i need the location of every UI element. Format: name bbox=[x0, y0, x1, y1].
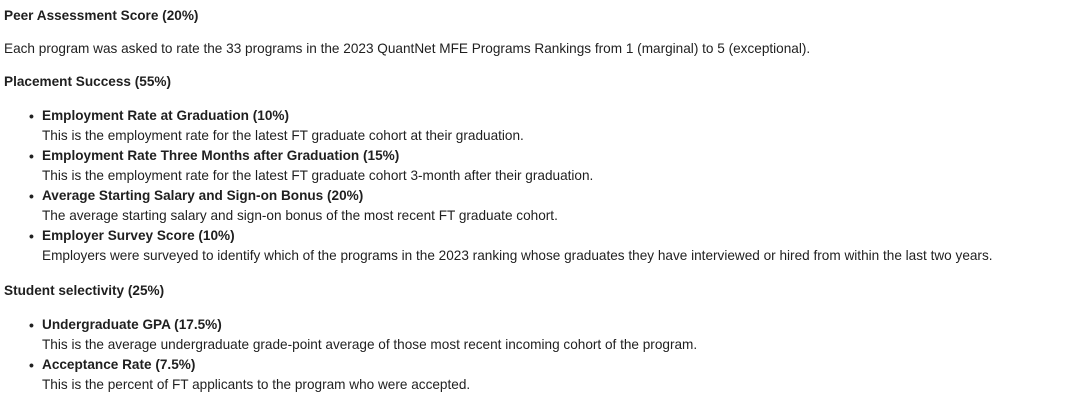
criterion-name: Employment Rate Three Months after Graduation (15%) bbox=[42, 148, 400, 163]
criterion-name: Acceptance Rate (7.5%) bbox=[42, 357, 196, 372]
student-selectivity-heading: Student selectivity (25%) bbox=[4, 283, 165, 298]
criterion-name: Average Starting Salary and Sign-on Bonus (20%) bbox=[42, 188, 364, 203]
list-item bbox=[29, 315, 1080, 355]
criterion-description: This is the employment rate for the latest FT graduate cohort 3-month after their graduation. bbox=[42, 168, 594, 183]
criterion-name: Employment Rate at Graduation (10%) bbox=[42, 108, 289, 123]
list-item bbox=[29, 226, 1080, 266]
placement-success-list bbox=[4, 106, 1080, 266]
criterion-description: This is the percent of FT applicants to the program who were accepted. bbox=[42, 377, 471, 392]
list-item bbox=[29, 355, 1080, 395]
student-selectivity-list bbox=[4, 315, 1080, 395]
criterion-name: Undergraduate GPA (17.5%) bbox=[42, 317, 222, 332]
placement-success-heading: Placement Success (55%) bbox=[4, 74, 171, 89]
criterion-description: Employers were surveyed to identify which of the programs in the 2023 ranking whose graduates they have interviewed or hired from within the last two years. bbox=[42, 248, 993, 263]
bullet-icon: • bbox=[29, 317, 34, 333]
bullet-icon: • bbox=[29, 148, 34, 164]
criterion-description: This is the employment rate for the latest FT graduate cohort at their graduation. bbox=[42, 128, 524, 143]
bullet-icon: • bbox=[29, 228, 34, 244]
list-item bbox=[29, 146, 1080, 186]
criterion-description: The average starting salary and sign-on bonus of the most recent FT graduate cohort. bbox=[42, 208, 558, 223]
peer-assessment-description: Each program was asked to rate the 33 programs in the 2023 QuantNet MFE Programs Rankings from 1 (marginal) to 5 (exceptional). bbox=[4, 41, 811, 56]
criterion-name: Employer Survey Score (10%) bbox=[42, 228, 235, 243]
criterion-description: This is the average undergraduate grade-point average of those most recent incoming cohort of the program. bbox=[42, 337, 698, 352]
bullet-icon: • bbox=[29, 188, 34, 204]
peer-assessment-heading: Peer Assessment Score (20%) bbox=[4, 8, 199, 23]
bullet-icon: • bbox=[29, 357, 34, 373]
list-item bbox=[29, 186, 1080, 226]
list-item bbox=[29, 106, 1080, 146]
bullet-icon: • bbox=[29, 108, 34, 124]
